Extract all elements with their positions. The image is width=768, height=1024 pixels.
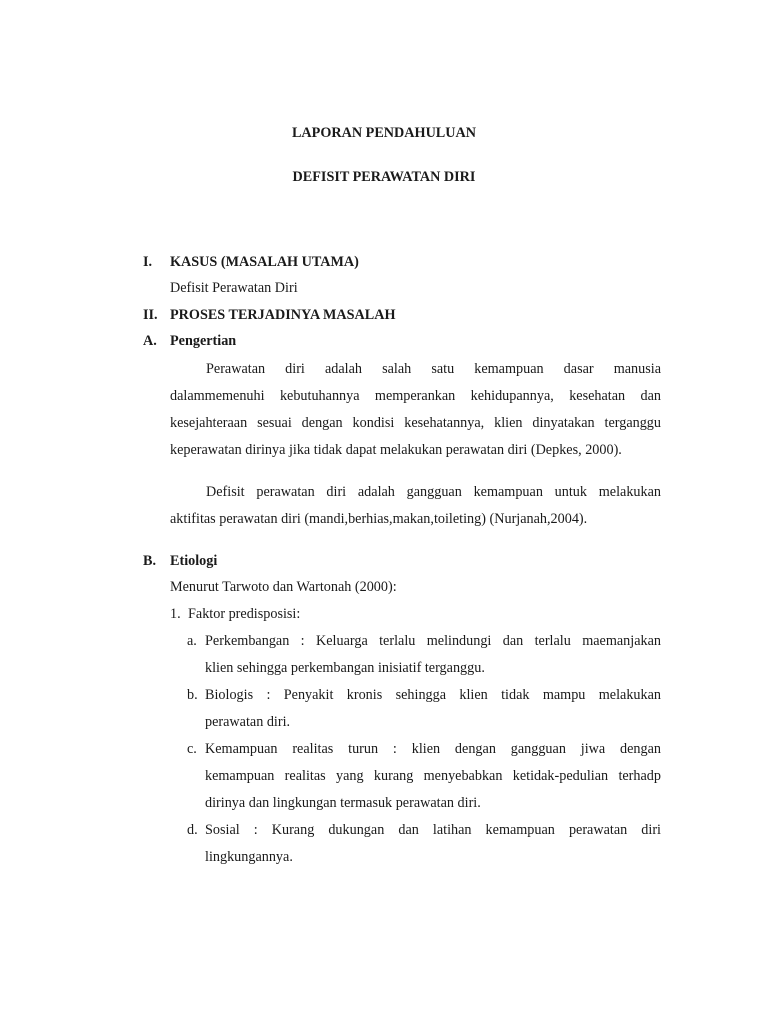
pengertian-para1-line: dalammemenuhi kebutuhannya memperankan kehidupannya, kesehatan dan [170,388,661,404]
pengertian-para1-line: kesejahteraan sesuai dengan kondisi kesehatannya, klien dinyatakan terganggu [170,415,661,431]
sublist-item-line: dirinya dan lingkungan termasuk perawatan diri. [205,795,481,811]
list-number: 1. [170,606,181,622]
pengertian-para1-line: keperawatan dirinya jika tidak dapat melakukan perawatan diri (Depkes, 2000). [170,442,622,458]
sublist-item-line: Perkembangan : Keluarga terlalu melindungi dan terlalu maemanjakan [205,633,661,649]
section-1-heading: KASUS (MASALAH UTAMA) [170,254,359,270]
section-b-heading: Etiologi [170,553,218,569]
etiologi-intro: Menurut Tarwoto dan Wartonah (2000): [170,579,397,595]
section-1-text: Defisit Perawatan Diri [170,280,298,296]
sublist-item-line: Biologis : Penyakit kronis sehingga klien tidak mampu melakukan [205,687,661,703]
sublist-item-line: kemampuan realitas yang kurang menyebabkan ketidak-pedulian terhadp [205,768,661,784]
sublist-item-line: lingkungannya. [205,849,293,865]
sublist-marker: d. [187,822,198,838]
sublist-item-line: klien sehingga perkembangan inisiatif terganggu. [205,660,485,676]
section-a-heading: Pengertian [170,333,237,349]
section-1-number: I. [143,254,153,270]
sublist-marker: b. [187,687,198,703]
sublist-marker: a. [187,633,197,649]
sublist-item-line: Sosial : Kurang dukungan dan latihan kemampuan perawatan diri [205,822,661,838]
section-2-number: II. [143,307,158,323]
section-2-heading: PROSES TERJADINYA MASALAH [170,307,396,323]
pengertian-para1-line: Perawatan diri adalah salah satu kemampuan dasar manusia [206,361,661,377]
sublist-marker: c. [187,741,197,757]
document-title: LAPORAN PENDAHULUAN [291,125,477,141]
list-item-label: Faktor predisposisi: [188,606,301,622]
document-subtitle: DEFISIT PERAWATAN DIRI [292,169,476,185]
sublist-item-line: perawatan diri. [205,714,291,730]
pengertian-para2-line: Defisit perawatan diri adalah gangguan kemampuan untuk melakukan [206,484,661,500]
sublist-item-line: Kemampuan realitas turun : klien dengan gangguan jiwa dengan [205,741,661,757]
section-a-letter: A. [143,333,157,349]
pengertian-para2-line: aktifitas perawatan diri (mandi,berhias,makan,toileting) (Nurjanah,2004). [170,511,588,527]
section-b-letter: B. [143,553,157,569]
